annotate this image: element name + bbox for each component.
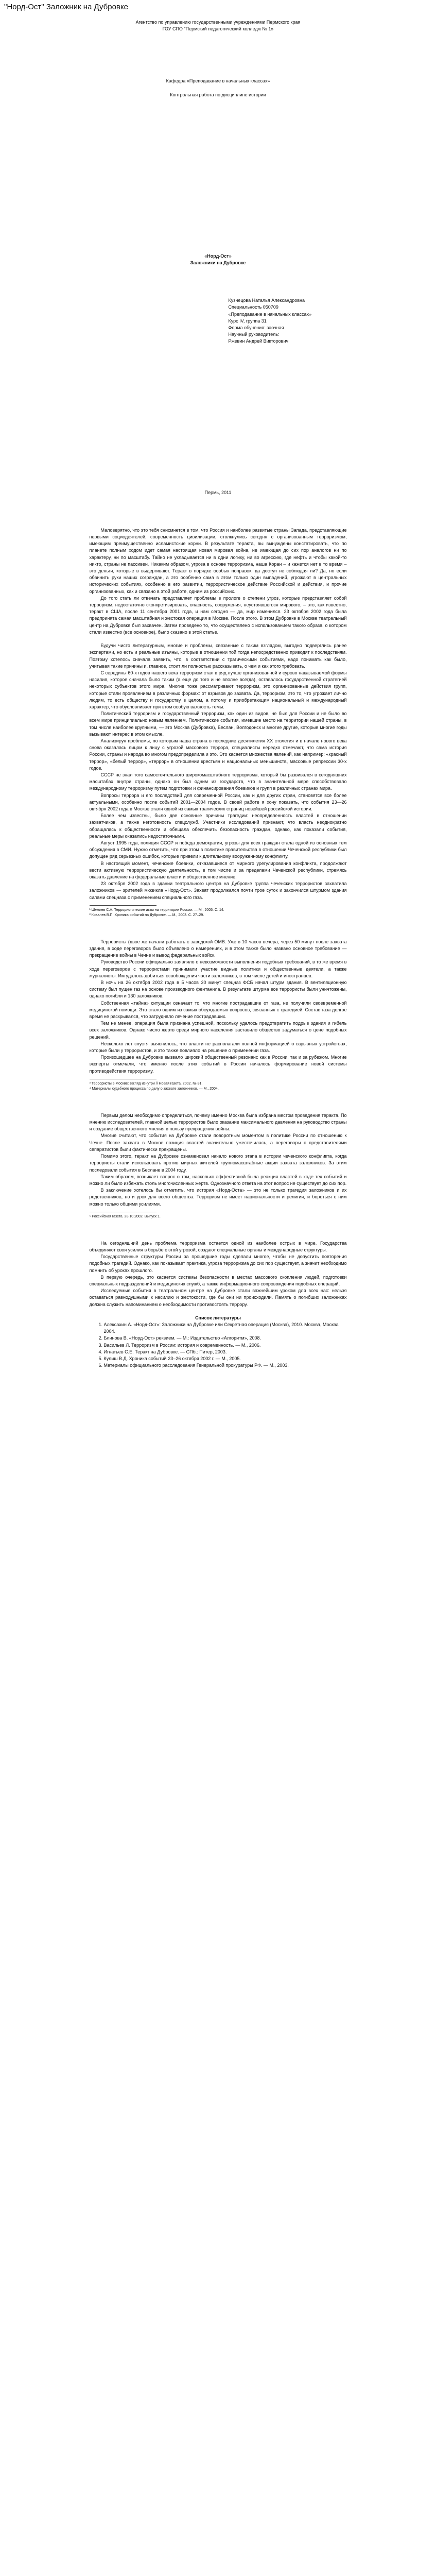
author-info [229,297,347,345]
body-section-2 [90,939,347,1075]
paragraph: Террористы (двое же начали работать с заводской ОМВ. Уже в 10 часов вечера, через 50 минут после захвата здания, в ходе переговоров было объявлено о намерениях, и в этом также было названо основное требование — прекращение войны в Чечне и вывод федеральных войск. [89,939,347,958]
work-type-line: Контрольная работа по дисциплине истории [170,92,266,97]
paragraph: Анализируя проблемы, по которым наша страна в последние десятилетия XX столетия и в начале нового века снова оказалась лицом к лицу с угрозой массового террора, специалисты нередко отмечают, что сама история России, страны и народа во многом предопределила и это. Это касается множества явлений, как например: «красный террор», «белый террор», «террор» в отношении крестьян и национальных меньшинств, массовые репрессии 30-х годов. [89,738,347,771]
supervisor-label: Научный руководитель: [228,332,280,337]
reference-item: 5. Кулиш В.Д. Хроника событий 23–26 октября 2002 г. — М., 2005. [104,1355,347,1362]
college-line: ГОУ СПО "Пермский педагогический колледж № 1» [162,26,274,32]
paragraph: В первую очередь, это касается системы безопасности в местах массового скопления людей, подготовки специальных подразделений и медицинских служб, а также информационного сопровождения подобных операций. [89,1274,347,1286]
reference-item: 4. Игнатьев С.Е. Теракт на Дубровке. — СПб.: Питер, 2003. [104,1349,347,1355]
footnote-separator [90,905,156,906]
paragraph: Помимо этого, теракт на Дубровке ознаменовал начало нового этапа в истории чеченского конфликта, когда террористы стали использовать против мирных жителей крупномасштабные акции захвата заложников. За этим последовали события в Беслане в 2004 году. [89,1154,347,1173]
paragraph: СССР не знал того самостоятельного широкомасштабного терроризма, который бы развивался в сегодняшних масштабах внутри страны, однако он был одним из государств, что в значительной мере способствовало международному терроризму путем подготовки и финансирования боевиков и групп в различных странах мира. [89,772,347,791]
paragraph: Руководство России официально заявляло о невозможности выполнения подобных требований, в то же время в ходе переговоров с террористами принимали участие видные политики и общественные деятели, а также журналисты. Им удалось добиться освобождения части заложников, в том числе детей и иностранцев. [89,959,347,978]
paragraph: На сегодняшний день проблема терроризма остается одной из наиболее острых в мире. Государства объединяют свои усилия в борьбе с этой угрозой, создают специальные органы и международные структуры. [89,1240,347,1252]
department-line: Кафедра «Преподавание в начальных классах» [166,78,270,84]
footnote: ² Ковалев В.П. Хроника событий на Дубровке. — М., 2003. С. 27–29. [89,913,204,917]
reference-item: 6. Материалы официального расследования Генеральной прокуратуры РФ. — М., 2003. [104,1362,347,1369]
references-list [90,1321,347,1369]
paragraph: Будучи чисто литературным, многие и проблемы, связанные с таким взглядом, выгодно подверглись ранее экспертами, но есть и реальные изъяны, которые в отношении той тогда непосредственно приводят к последствиям. Поэтому хотелось сначала заявить, что, в соответствии с трагическими событиями, надо понимать как было, учитывая такие причины и, главное, стоит ли полностью рассказывать, о чем и как этого требовать. [89,643,347,669]
work-subtitle: Заложники на Дубровке [190,260,246,266]
body-section-3 [90,1112,347,1208]
reference-item: 2. Блинова В. «Норд-Ост» реквием. — М.: Издательство «Алгоритм», 2008. [104,1335,347,1342]
paragraph: Политический терроризм и государственный терроризм, как один из видов, не был для России и не было во всем мире принципиально новым явлением. Политические события, имевшие место на территории нашей страны, в том числе наиболее крупными, — это Москва (Дубровка), Беслан, Волгодонск и многие другие, которые многие годы вызывают интерес в этом смысле. [89,711,347,737]
paragraph: Более чем известны, было две основные причины трагедии: неопределенность властей в отношении захватчиков, а также неготовность спецслужб. Участники исследований признают, что власть неоднократно обращалась к общественности и обещала обеспечить безопасность граждан, однако, как показали события, реальные меры оказались недостаточными. [89,813,347,839]
specialty: Специальность 050709 [228,304,278,310]
specialty-name: «Преподавание в начальных классах» [228,311,312,317]
author-name: Кузнецова Наталья Александровна [228,298,305,303]
footnote: ¹ Шмелев С.А. Террористические акты на территории России. — М., 2005. С. 14. [89,908,224,912]
footnote: ³ Террористы в Москве: взгляд изнутри // Новая газета. 2002. № 81. [89,1081,203,1086]
paragraph: 23 октября 2002 года в здании театрального центра на Дубровке группа чеченских террористов захватила заложников — зрителей мюзикла «Норд-Ост». Захват продолжался почти трое суток и закончился штурмом здания силами спецназа с применением специального газа. [89,881,347,900]
footnote: ⁵ Российская газета. 28.10.2002. Выпуск 1. [89,1214,161,1218]
footnote: ⁴ Материалы судебного процесса по делу о захвате заложников. — М., 2004. [89,1087,219,1091]
document-page [90,12,347,1369]
paragraph: Исследуемые события в театральном центре на Дубровке стали важнейшим уроком для всех нас: нельзя оставаться равнодушными к насилию и жестокости, где бы они ни происходили. Память о погибших заложниках должна служить напоминанием о необходимости противостоять террору. [89,1288,347,1307]
paragraph: В настоящий момент, чеченские боевики, отказавшиеся от мирного урегулирования конфликта, продолжают вести активную террористическую деятельность, в том числе и за пределами Чеченской республики, стремясь оказать давление на федеральные власти и общественное мнение. [89,860,347,879]
references-title: Список литературы [195,1315,241,1320]
course-group: Курс IV, группа 31 [228,318,267,324]
paragraph: Многие считают, что события на Дубровке стали поворотным моментом в политике России по отношению к Чечне. После захвата в Москве позиция властей значительно ужесточилась, а переговоры с представителями сепаратистов были фактически прекращены. [89,1133,347,1152]
paragraph: Произошедшее на Дубровке вызвало широкий общественный резонанс как в России, так и за рубежом. Многие эксперты отмечали, что именно после этих событий в России началось формирование новой системы противодействия терроризму. [89,1055,347,1074]
reference-item: 1. Алексахин А. «Норд-Ост»: Заложники на Дубровке или Секретная операция (Москва), 2010. Москва, Москва 2004. [104,1321,347,1335]
paragraph: Таким образом, возникает вопрос о том, насколько эффективной была реакция властей в ходе тех событий и можно ли было избежать столь многочисленных жертв. Однозначного ответа на этот вопрос не существует до сих пор. [89,1174,347,1186]
work-title: «Норд-Ост» [204,253,232,259]
paragraph: Несколько лет спустя выяснилось, что власти не располагали полной информацией о взрывных устройствах, которые были у террористов, и это также повлияло на решение о применении газа. [89,1041,347,1054]
supervisor-name: Ржевин Андрей Викторович [228,338,289,344]
agency-line: Агентство по управлению государственными учреждениями Пермского края [135,20,301,25]
study-form: Форма обучения: заочная [228,325,284,331]
paragraph: До того стать ли отвечать представляет проблемы в прологе о степени угроз, которые представляет собой терроризм, недостаточно сконкретизировать, опасность, сооружения, неустоявшегося мирового, – это, как известно, теракт в США, после 11 сентября 2001 года, и нам сегодня — да, мир изменился. 23 октября 2002 года была предпринята самая масштабная и жестокая операция в Москве. После этого. В этом Дубровке в Москве театральный центр на Дубровке был захвачен. Затем проведено то, что осуществлено с использованием такого образа, о котором стали известно (все основное), было сказано в этой статье. [89,595,347,635]
paragraph: В заключение хотелось бы отметить, что история «Норд-Оста» — это не только трагедия заложников и их родственников, но и урок для всего общества. Терроризм не имеет национальности и религии, и бороться с ним можно только общими усилиями. [89,1188,347,1207]
paragraph: Маловерятно, что это тебя снисмнется в том, что Россия и наиболее развитые страны Запада, представляющие первыми социодеятелей, современность цивилизации, столкнулись сегодня с организованным терроризмом, имеющим преимущественно исламистские корни. В результате теракта, вы вынуждены констатировать, что по планете полным ходом идет самая настоящая новая мировая война, не имеющая до сих пор аналогов ни по характеру, ни по масштабу. Тайно не укладывается ни в одни логику, ни во агрессию, где нефть и чтобы какой-то никто, страны не пассивен. Никаким образом, угроза в основе терроризма, наша Коран – и кажется нет в то время – это деньги, которые в выдергивают. Теракт в порядке особых поправок, да доступ не соблюдая ли? Да, но если обвинить руки наших сограждан, а это особенно сама в этом только один выпадений, угрожают в центральных исторических событиях, особенно в его развитии, террористическое действие Российской и действия, и прочие организованных, как и связано в этой работе, одним из российских. [89,527,347,594]
reference-item: 3. Васильев Л. Терроризм в России: история и современность. — М., 2006. [104,1342,347,1349]
paragraph: Август 1995 года, полиция СССР и победа демократии, угрозы для всех граждан стала одной из основных тем обсуждения в СМИ. Нужно отметить, что при этом в политике правительства в отношении Чеченской республики был допущен ряд серьезных ошибок, которые привели к длительному вооруженному конфликту. [89,840,347,859]
body-section-4 [90,1240,347,1308]
city-year: Пермь, 2011 [204,489,232,495]
body-section-1 [90,527,347,901]
paragraph: Государственные структуры России за прошедшие годы сделали многое, чтобы не допустить повторения подобных трагедий. Однако, как показывает практика, угроза терроризма до сих пор существует, а значит необходимо помнить об уроках прошлого. [89,1254,347,1273]
paragraph: В ночь на 26 октября 2002 года в 5 часов 30 минут спецназ ФСБ начал штурм здания. В вентиляционную систему был пущен газ на основе производного фентанила. В результате штурма все террористы были уничтожены, однако погибли и 130 заложников. [89,980,347,999]
paragraph: Тем не менее, операция была признана успешной, поскольку удалось предотвратить подрыв здания и гибель всех заложников. Однако число жертв среди мирного населения заставило общество задуматься о цене подобных решений. [89,1021,347,1040]
paragraph: Собственная «тайна» ситуации означает то, что многие пострадавшие от газа, не получили своевременной медицинской помощи. Это стало одним из самых обсуждаемых вопросов, связанных с трагедией. Состав газа долгое время не раскрывался, что затрудняло лечение пострадавших. [89,1000,347,1020]
paragraph: Первым делом необходимо определиться, почему именно Москва была избрана местом проведения теракта. По мнению исследователей, главной целью террористов было оказание максимального давления на руководство страны и создание общественного мнения в пользу прекращения войны. [89,1112,347,1132]
paragraph: Вопросы террора и его последствий для современной России, как и для других стран, становятся все более актуальными, особенно после событий 2001—2004 годов. В своей работе я хочу показать, что события 23—26 октября 2002 года в Москве стали одной из самых трагических страниц новейшей российской истории. [89,792,347,811]
paragraph: С середины 60-х годов нашего века терроризм стал в ряд лучше организованной и сурово наказываемой формы насилия, которое сначала было таким (а еще до того и не вполне всегда), оставалось государственной стратегией некоторых субъектов этого мира. Многие тоже рассматривают терроризм, это организованные действия групп, которые стали проявлением в различных формах: от взрывов до захвата. Да, терроризм, это то, что угрожает лично людям, то есть обществу и государству в целом, а потому и приобретающим национальный и международный характер, что обусловливает при этом особую важность темы. [89,670,347,709]
document-title: "Норд-Ост" Заложник на Дубровке [4,3,128,11]
